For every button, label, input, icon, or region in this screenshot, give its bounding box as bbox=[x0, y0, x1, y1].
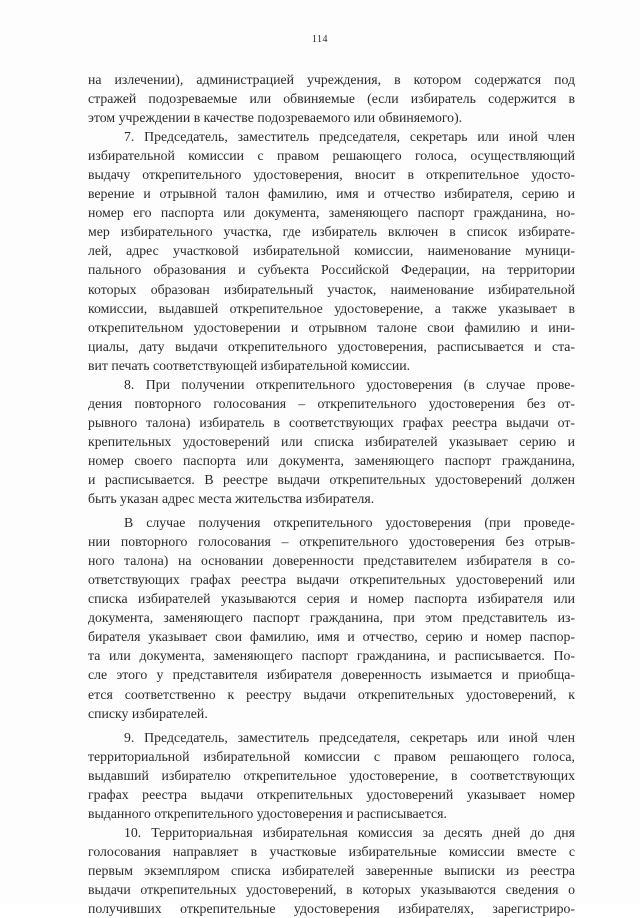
text-line: территориальной избирательной комиссии с правом решающего голоса, bbox=[88, 748, 575, 764]
text-line: лей, адрес участковой избирательной комиссии, наименование муници- bbox=[88, 243, 575, 259]
text-line: выдачи открепительных удостоверений, в которых указываются сведения о bbox=[88, 881, 575, 897]
text-line: мер избирательного участка, где избиратель включен в список избирате- bbox=[88, 224, 575, 240]
text-line: вит печать соответствующей избирательной комиссии. bbox=[88, 357, 411, 373]
text-line: бирателя указывает свои фамилию, имя и отчество, серию и номер паспор- bbox=[88, 629, 575, 645]
text-line: пального образования и субъекта Российской Федерации, на территории bbox=[88, 262, 575, 278]
text-line: та или документа, заменяющего паспорт гражданина, и расписывается. По- bbox=[88, 648, 575, 664]
text-line: верение и отрывной талон фамилию, имя и отчество избирателя, серию и bbox=[88, 186, 575, 202]
text-line: документа, заменяющего паспорт гражданина, при этом представитель из- bbox=[88, 610, 575, 626]
text-line: стражей подозреваемые или обвиняемые (если избиратель содержится в bbox=[88, 91, 575, 107]
text-line: рывного талона) избиратель в соответствующих графах реестра выдачи от- bbox=[88, 414, 575, 430]
text-line: которых образован избирательный участок, наименование избирательной bbox=[88, 281, 575, 297]
text-line: нии повторного голосования – открепительного удостоверения без отрыв- bbox=[88, 534, 575, 550]
text-line: циалы, дату выдачи открепительного удостоверения, расписывается и ста- bbox=[88, 338, 575, 354]
text-line: списку избирателей. bbox=[88, 705, 208, 721]
text-line: избирательной комиссии с правом решающего голоса, осуществляющий bbox=[88, 148, 575, 164]
text-line: на излечении), администрацией учреждения, в котором содержатся под bbox=[88, 72, 575, 87]
text-line: ответствующих графах реестра выдачи открепительных удостоверений или bbox=[88, 572, 575, 588]
text-line: 8. При получении открепительного удостоверения (в случае прове- bbox=[124, 376, 575, 392]
text-line: выданного открепительного удостоверения и расписывается. bbox=[88, 805, 447, 821]
text-line: голосования направляет в участковые избирательные комиссии вместе с bbox=[88, 843, 575, 859]
text-line: номер его паспорта или документа, заменяющего паспорт гражданина, но- bbox=[88, 205, 575, 221]
text-line: комиссии, выдавшей открепительное удостоверение, а также указывает в bbox=[88, 300, 575, 316]
text-line: 7. Председатель, заместитель председателя, секретарь или иной член bbox=[124, 129, 575, 145]
text-line: 10. Территориальная избирательная комиссия за десять дней до дня bbox=[124, 824, 575, 840]
text-line: сле этого у представителя избирателя доверенность изымается и приобща- bbox=[88, 667, 575, 683]
text-line: В случае получения открепительного удостоверения (при проведе- bbox=[124, 515, 575, 531]
text-line: ется соответственно к реестру выдачи открепительных удостоверений, к bbox=[88, 686, 575, 702]
text-line: графах реестра выдачи открепительных удостоверений указывает номер bbox=[88, 786, 575, 802]
text-line: выдачу открепительного удостоверения, вносит в открепительное удосто- bbox=[88, 167, 575, 183]
text-line: получивших открепительные удостоверения избирателях, зарегистриро- bbox=[88, 901, 575, 917]
text-line: номер своего паспорта или документа, заменяющего паспорт гражданина, bbox=[88, 452, 575, 468]
text-line: открепительном удостоверении и отрывном талоне свои фамилию и ини- bbox=[88, 319, 575, 335]
text-line: крепительных удостоверений или списка избирателей указывает серию и bbox=[88, 433, 575, 449]
text-line: 9. Председатель, заместитель председателя, секретарь или иной член bbox=[124, 729, 575, 745]
text-line: первым экземпляром списка избирателей заверенные выписки из реестра bbox=[88, 862, 575, 878]
text-line: дения повторного голосования – открепительного удостоверения без от- bbox=[88, 395, 575, 411]
text-line: выдавший избирателю открепительное удостоверение, в соответствующих bbox=[88, 767, 575, 783]
page-number: 114 bbox=[311, 34, 329, 45]
text-line: и расписывается. В реестре выдачи открепительных удостоверений должен bbox=[88, 471, 575, 487]
text-line: этом учреждении в качестве подозреваемого или обвиняемого). bbox=[88, 110, 463, 126]
body-text bbox=[88, 70, 575, 918]
text-line: быть указан адрес места жительства избирателя. bbox=[88, 491, 375, 507]
text-line: списка избирателей указываются серия и номер паспорта избирателя или bbox=[88, 591, 575, 607]
text-line: ного талона) на основании доверенности представителем избирателя в со- bbox=[88, 553, 575, 569]
